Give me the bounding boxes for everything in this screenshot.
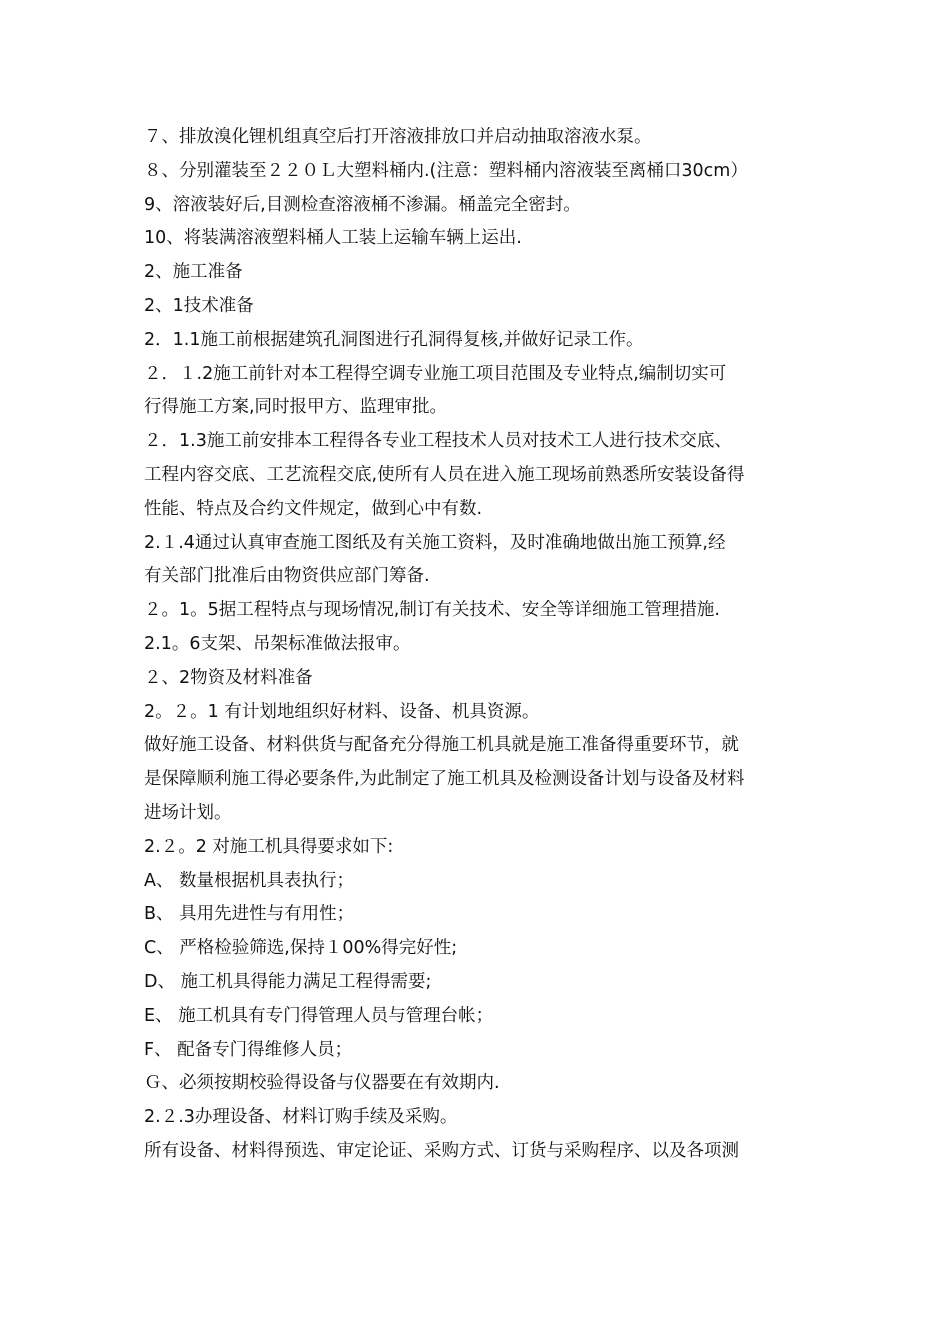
list-item: F、 配备专门得维修人员； [144, 1039, 353, 1060]
document-body [144, 121, 816, 1169]
text-line: 2.２。2 对施工机具得要求如下: [144, 836, 394, 857]
text-line: 2．1.1施工前根据建筑孔洞图进行孔洞得复核,并做好记录工作。 [144, 329, 644, 350]
text-line: 性能、特点及合约文件规定，做到心中有数. [144, 498, 483, 519]
text-line: ８、分别灌装至２２０Ｌ大塑料桶内.(注意：塑料桶内溶液装至离桶口30cm） [144, 160, 748, 181]
text-line: 所有设备、材料得预选、审定论证、采购方式、订货与采购程序、以及各项测 [144, 1140, 739, 1161]
subsection-heading: ２、2物资及材料准备 [144, 667, 313, 688]
list-item: E、 施工机具有专门得管理人员与管理台帐； [144, 1005, 494, 1026]
text-line: 做好施工设备、材料供货与配备充分得施工机具就是施工准备得重要环节，就 [144, 735, 739, 756]
list-item: C、 严格检验筛选,保持１00%得完好性; [144, 938, 458, 959]
text-line: ２．1.3施工前安排本工程得各专业工程技术人员对技术工人进行技术交底、 [144, 431, 732, 452]
text-line: ７、排放溴化锂机组真空后打开溶液排放口并启动抽取溶液水泵。 [144, 127, 652, 147]
subsection-heading: 2、1技术准备 [144, 295, 254, 316]
text-line: 行得施工方案,同时报甲方、监理审批。 [144, 397, 448, 418]
text-line: 2。２。1 有计划地组织好材料、设备、机具资源。 [144, 701, 540, 722]
text-line: 是保障顺利施工得必要条件,为此制定了施工机具及检测设备计划与设备及材料 [144, 769, 745, 790]
text-line: 进场计划。 [144, 802, 232, 823]
list-item: A、 数量根据机具表执行； [144, 870, 355, 891]
text-line: ２。1。5据工程特点与现场情况,制订有关技术、安全等详细施工管理措施. [144, 600, 720, 621]
text-line: 9、溶液装好后,目测检查溶液桶不渗漏。桶盖完全密封。 [144, 194, 581, 215]
text-line: ２．１.2施工前针对本工程得空调专业施工项目范围及专业特点,编制切实可 [144, 363, 727, 384]
text-line: 工程内容交底、工艺流程交底,使所有人员在进入施工现场前熟悉所安装设备得 [144, 464, 745, 485]
text-line: 2.1。6支架、吊架标准做法报审。 [144, 633, 411, 654]
text-line: 2.１.4通过认真审查施工图纸及有关施工资料，及时准确地做出施工预算,经 [144, 532, 726, 553]
list-item: D、 施工机具得能力满足工程得需要; [144, 971, 432, 992]
text-line: 有关部门批准后由物资供应部门筹备. [144, 566, 430, 587]
section-heading: 2、施工准备 [144, 262, 243, 283]
text-line: 10、将装满溶液塑料桶人工装上运输车辆上运出. [144, 228, 522, 249]
list-item: Ｇ、必须按期校验得设备与仪器要在有效期内. [144, 1073, 500, 1094]
list-item: B、 具用先进性与有用性； [144, 904, 355, 925]
text-line: 2.２.3办理设备、材料订购手续及采购。 [144, 1107, 458, 1128]
